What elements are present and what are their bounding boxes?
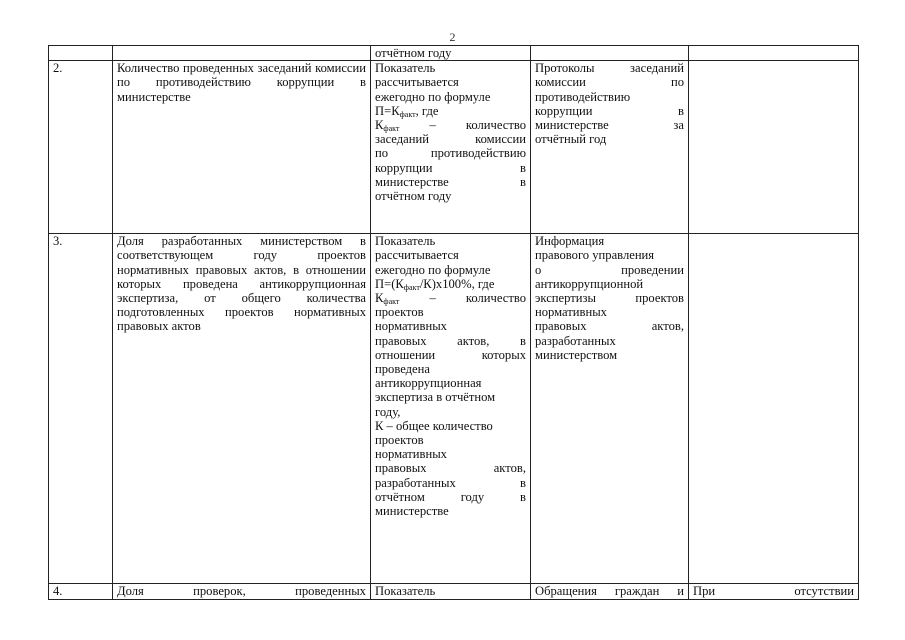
calculation-method: Показатель — [371, 584, 531, 600]
note-cell — [689, 46, 859, 61]
note-cell — [689, 61, 859, 234]
indicator-name: Доля разработанных министерством в соответствующем году проектов нормативных правовых актов, в отношении которых проведена антикоррупционная экспертиза, от общего количества подготовленных проектов нормативных правовых актов — [113, 234, 371, 584]
data-source: Протоколы заседаний комиссии по противодействию коррупции в министерстве за отчётный год — [531, 61, 689, 234]
calc-cell: отчётном году — [371, 46, 531, 61]
formula-definition: $К_{факт}$ – количество — [375, 291, 526, 307]
formula: $П=(К_{факт}/К)х100\%$, где — [375, 276, 495, 292]
note-cell: При отсутствии — [689, 584, 859, 600]
row-number: 3. — [49, 234, 113, 584]
table-row-4 — [49, 584, 859, 600]
formula: $П=К_{факт}$, где — [375, 103, 439, 119]
table-row-2 — [49, 61, 859, 234]
name-cell — [113, 46, 371, 61]
carryover-row — [49, 46, 859, 61]
indicator-name: Доля проверок, проведенных — [113, 584, 371, 600]
indicator-name: Количество проведенных заседаний комиссии по противодействию коррупции в министерстве — [113, 61, 371, 234]
formula-definition: $К_{факт}$ – количество — [375, 118, 526, 134]
indicators-table — [48, 45, 859, 600]
page-number: 2 — [449, 30, 456, 44]
data-source: Информация правового управления о проведении антикоррупционной экспертизы проектов нормативных правовых актов, разработанных министерством — [531, 234, 689, 584]
data-source: Обращения граждан и — [531, 584, 689, 600]
row-number: 2. — [49, 61, 113, 234]
calculation-method: Показатель рассчитывается ежегодно по формуле $П=К_{факт}$, где $К_{факт}$ – количество заседаний комиссии по противодействию коррупции в министерстве в отчётном году — [371, 61, 531, 234]
table-row-3 — [49, 234, 859, 584]
num-cell — [49, 46, 113, 61]
calculation-method: Показатель рассчитывается ежегодно по формуле $П=(К_{факт}/К)х100\%$, где $К_{факт}$ – количество проектов нормативных правовых актов, в отношении которых проведена антикоррупционная экспертиза в отчётном году, К – общее количество проектов нормативных правовых актов, разработанных в отчётном году в министерстве — [371, 234, 531, 584]
row-number: 4. — [49, 584, 113, 600]
note-cell — [689, 234, 859, 584]
source-cell — [531, 46, 689, 61]
